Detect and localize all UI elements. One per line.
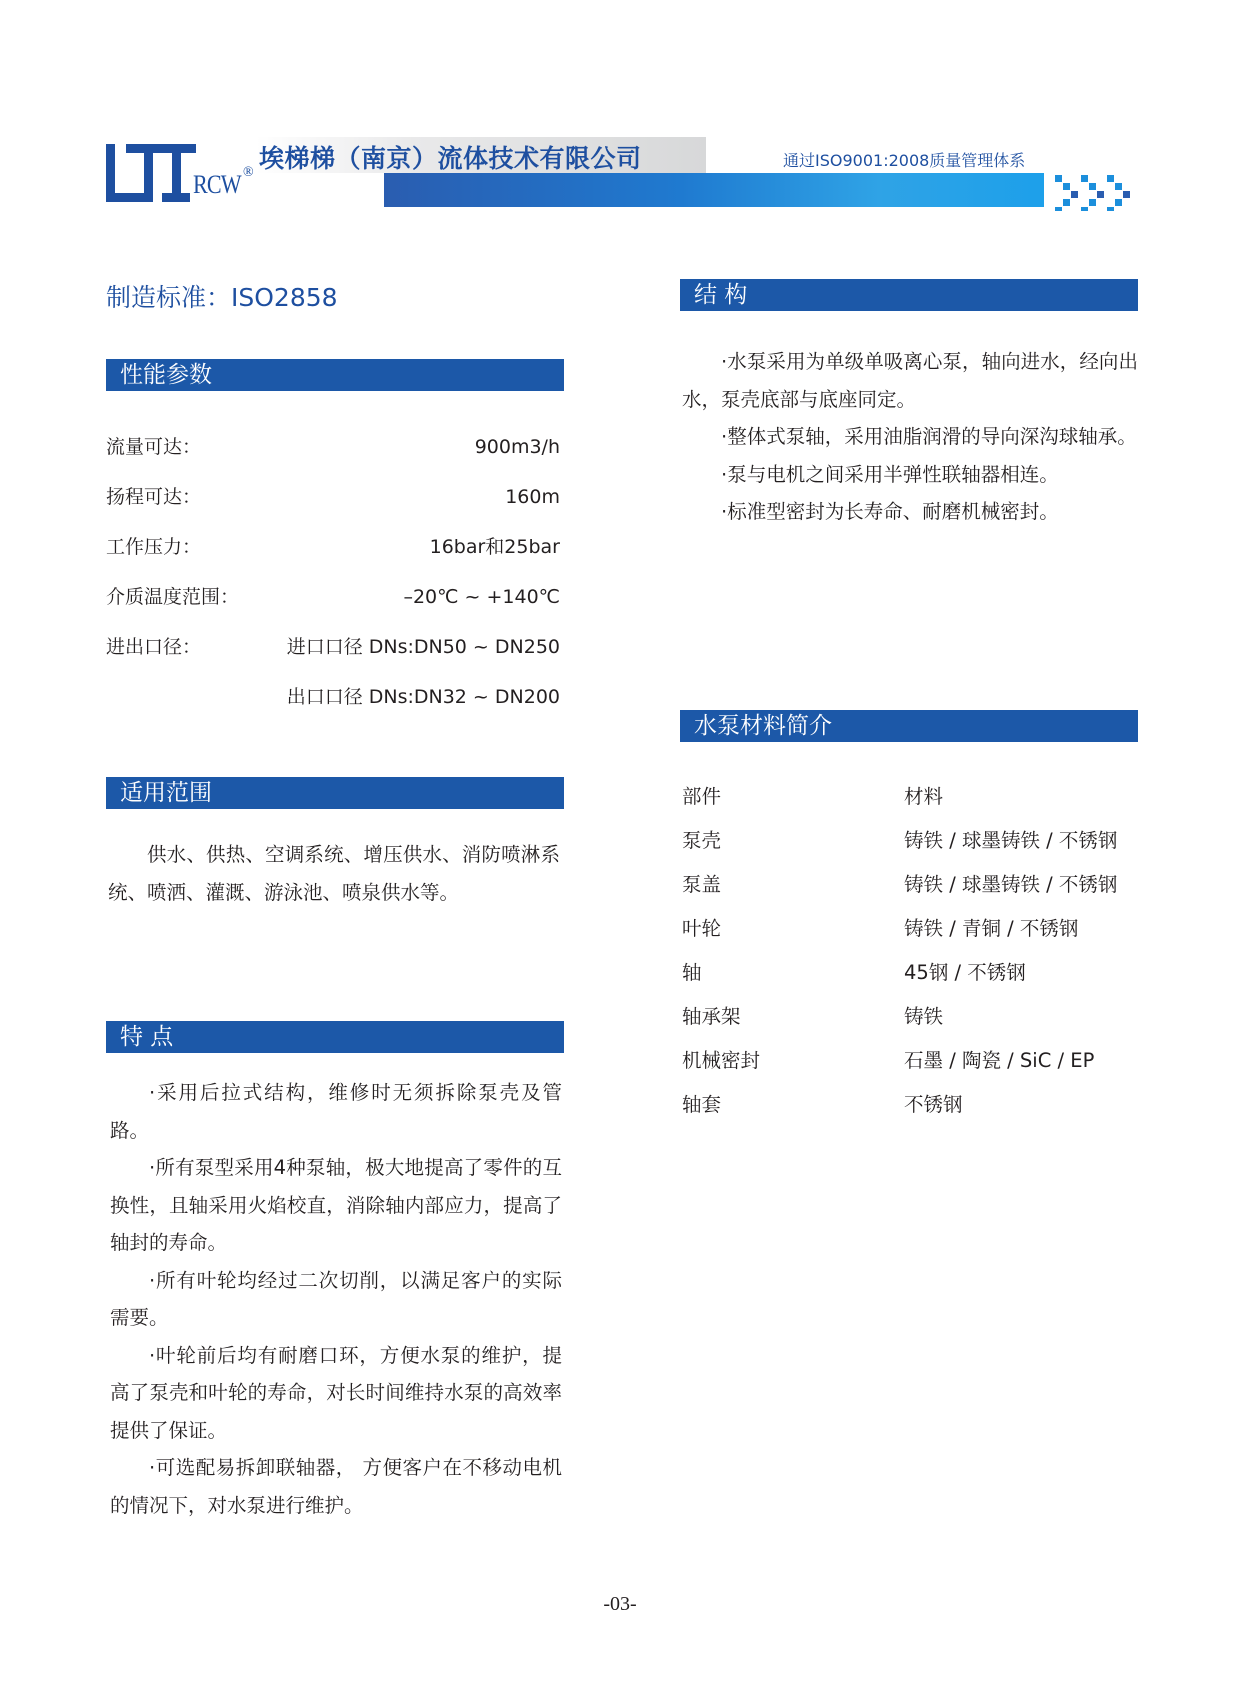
section-heading-performance: 性能参数 [106,359,564,391]
pixel-arrows-icon [1055,171,1137,211]
table-row [682,914,1142,944]
materials-header-part: 部件 [682,785,722,808]
section-heading-structure: 结 构 [680,279,1138,311]
spec-row [106,533,560,561]
spec-value: 出口口径 DNs:DN32 ~ DN200 [286,686,560,708]
section-heading-features: 特 点 [106,1021,564,1053]
spec-row [106,483,560,511]
feature-item: ·可选配易拆卸联轴器， 方便客户在不移动电机的情况下，对水泵进行维护。 [110,1456,562,1517]
feature-item: ·所有叶轮均经过二次切削，以满足客户的实际需要。 [110,1268,562,1329]
registered-mark: ® [243,165,254,180]
spec-value: 16bar和25bar [429,536,560,558]
material-part: 泵盖 [682,873,722,896]
section-heading-materials: 水泵材料简介 [680,710,1138,742]
material-part: 泵壳 [682,829,722,852]
table-row [682,1002,1142,1032]
structure-item: ·标准型密封为长寿命、耐磨机械密封。 [721,500,1059,523]
material-value: 不锈钢 [904,1093,963,1116]
header-blue-band [384,173,1044,207]
spec-label: 介质温度范围： [106,586,240,608]
material-part: 叶轮 [682,917,722,940]
company-name: 埃梯梯（南京）流体技术有限公司 [259,144,642,173]
spec-label: 扬程可达： [106,486,202,508]
spec-row [106,683,560,711]
structure-item: ·整体式泵轴，采用油脂润滑的导向深沟球轴承。 [721,425,1137,448]
feature-item: ·采用后拉式结构，维修时无须拆除泵壳及管路。 [110,1081,562,1142]
material-part: 轴承架 [682,1005,741,1028]
table-row [682,1046,1142,1076]
spec-value: –20℃ ~ +140℃ [403,586,560,608]
feature-item: ·所有泵型采用4种泵轴，极大地提高了零件的互换性，且轴采用火焰校直，消除轴内部应力，提高了轴封的寿命。 [110,1156,562,1254]
spec-value: 进口口径 DNs:DN50 ~ DN250 [286,636,560,658]
material-part: 轴套 [682,1093,722,1116]
spec-value: 900m3/h [474,436,560,458]
logo-text: RCW [193,170,241,199]
spec-row [106,583,560,611]
features-list [110,1074,562,1524]
application-text: 供水、供热、空调系统、增压供水、消防喷淋系统、喷洒、灌溉、游泳池、喷泉供水等。 [108,843,560,904]
spec-row [106,433,560,461]
material-value: 铸铁 / 青铜 / 不锈钢 [904,917,1079,940]
table-row [682,1090,1142,1120]
materials-table-header [682,782,1142,812]
structure-item: ·水泵采用为单级单吸离心泵，轴向进水，经向出水，泵壳底部与底座同定。 [682,350,1138,411]
table-row [682,826,1142,856]
table-row [682,870,1142,900]
feature-item: ·叶轮前后均有耐磨口环，方便水泵的维护，提高了泵壳和叶轮的寿命，对长时间维持水泵的高效率提供了保证。 [110,1343,562,1442]
material-value: 铸铁 [904,1005,944,1028]
manufacturing-standard-title: 制造标准：ISO2858 [106,283,338,312]
material-value: 石墨 / 陶瓷 / SiC / EP [904,1049,1095,1072]
material-value: 45钢 / 不锈钢 [904,961,1026,984]
spec-row [106,633,560,661]
certification-text: 通过ISO9001:2008质量管理体系 [783,151,1026,170]
spec-value: 160m [505,486,560,508]
material-value: 铸铁 / 球墨铸铁 / 不锈钢 [904,829,1118,852]
material-part: 机械密封 [682,1049,761,1072]
materials-header-material: 材料 [904,785,944,808]
application-paragraph [108,836,560,911]
spec-label: 工作压力： [106,536,202,558]
structure-list [682,343,1138,531]
section-heading-application: 适用范围 [106,777,564,809]
spec-label: 流量可达： [106,436,202,458]
structure-item: ·泵与电机之间采用半弹性联轴器相连。 [721,462,1059,486]
material-part: 轴 [682,961,702,984]
material-value: 铸铁 / 球墨铸铁 / 不锈钢 [904,873,1118,896]
page-number: -03- [603,1593,637,1615]
table-row [682,958,1142,988]
spec-label: 进出口径： [106,636,202,658]
